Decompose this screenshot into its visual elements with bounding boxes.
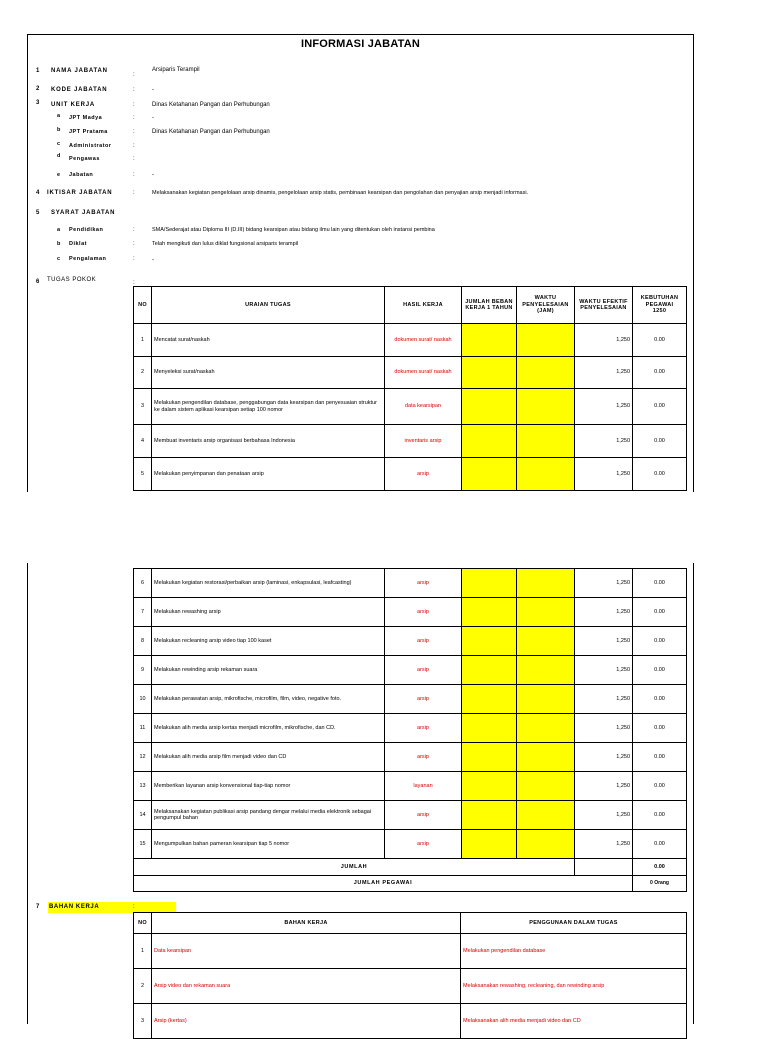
section-label: TUGAS POKOK	[47, 277, 97, 283]
subsection-letter: b	[57, 241, 61, 247]
row-efektif: 1,250	[575, 772, 633, 801]
row-kebutuhan: 0.00	[633, 656, 687, 685]
row-kebutuhan: 0.00	[633, 569, 687, 598]
section-number: 5	[36, 210, 40, 216]
row-kebutuhan: 0.00	[633, 685, 687, 714]
table-row	[134, 1004, 687, 1039]
row-kebutuhan: 0.00	[633, 389, 687, 425]
row-uraian: Melakukan recleaning arsip video tiap 100 kaset	[152, 627, 385, 656]
row-efektif: 1,250	[575, 389, 633, 425]
row-no: 2	[134, 357, 152, 389]
row-jumlah-cell[interactable]	[462, 743, 517, 772]
row-efektif: 1,250	[575, 685, 633, 714]
row-waktu-cell[interactable]	[517, 324, 575, 357]
header-kebutuhan-value: 1250	[652, 308, 667, 315]
subsection-label: Pendidikan	[69, 227, 104, 233]
section-label: NAMA JABATAN	[51, 68, 108, 74]
row-uraian: Melaksanakan kegiatan publikasi arsip pandang dengar melalui media elektronik sebagai pengumpul bahan	[152, 801, 385, 830]
jumlah-pegawai-row	[134, 876, 687, 892]
row-no: 3	[134, 389, 152, 425]
row-no: 1	[134, 324, 152, 357]
section-number: 4	[36, 190, 40, 196]
row-waktu-cell[interactable]	[517, 569, 575, 598]
section-colon: :	[133, 143, 135, 149]
row-uraian: Melakukan rewinding arsip rekaman suara	[152, 656, 385, 685]
row-efektif: 1,250	[575, 598, 633, 627]
row-uraian: Membuat inventaris arsip organisasi berbahasa Indonesia	[152, 425, 385, 458]
header-no: NO	[134, 287, 152, 324]
row-waktu-cell[interactable]	[517, 685, 575, 714]
row-waktu-cell[interactable]	[517, 830, 575, 859]
subsection-letter: c	[57, 141, 61, 147]
row-uraian: Melakukan rewashing arsip	[152, 598, 385, 627]
row-no: 12	[134, 743, 152, 772]
row-waktu-cell[interactable]	[517, 714, 575, 743]
row-kebutuhan: 0.00	[633, 357, 687, 389]
row-jumlah-cell[interactable]	[462, 685, 517, 714]
row-waktu-cell[interactable]	[517, 656, 575, 685]
table-row	[134, 969, 687, 1004]
section-value: Dinas Ketahanan Pangan dan Perhubungan	[152, 102, 270, 108]
row-jumlah-cell[interactable]	[462, 772, 517, 801]
section-value: -	[152, 172, 154, 178]
subsection-label: Pengawas	[69, 156, 100, 162]
bahan-kerja-table	[133, 912, 687, 1039]
row-no: 13	[134, 772, 152, 801]
header-penggunaan: PENGGUNAAN DALAM TUGAS	[461, 913, 687, 934]
row-no: 7	[134, 598, 152, 627]
row-hasil: arsip	[385, 801, 462, 830]
section-label: BAHAN KERJA	[49, 904, 100, 910]
row-jumlah-cell[interactable]	[462, 598, 517, 627]
section-value: Melaksanakan kegiatan pengelolaan arsip dinamis, pengelolaan arsip statis, pembinaan kearsipan dan pengolahan dan penyajian arsip menjadi informasi.	[152, 190, 529, 196]
tugas-table-page-2	[133, 568, 687, 892]
section-value: Dinas Ketahanan Pangan dan Perhubungan	[152, 129, 270, 135]
row-kebutuhan: 0.00	[633, 598, 687, 627]
table-row	[134, 425, 687, 458]
table-header-row	[134, 913, 687, 934]
section-value: -	[152, 257, 154, 263]
jumlah-row	[134, 859, 687, 876]
section-colon: :	[133, 241, 135, 247]
row-no: 3	[134, 1004, 152, 1039]
table-row	[134, 627, 687, 656]
row-hasil: arsip	[385, 458, 462, 491]
section-colon: :	[133, 87, 135, 93]
subsection-label: Jabatan	[69, 172, 94, 178]
table-row	[134, 656, 687, 685]
row-waktu-cell[interactable]	[517, 425, 575, 458]
table-row	[134, 934, 687, 969]
section-colon: :	[133, 156, 135, 162]
subsection-letter: a	[57, 227, 61, 233]
section-number: 3	[36, 100, 40, 106]
row-jumlah-cell[interactable]	[462, 458, 517, 491]
page-title: INFORMASI JABATAN	[300, 38, 421, 50]
section-number: 2	[36, 86, 40, 92]
subsection-letter: c	[57, 256, 61, 262]
table-row	[134, 714, 687, 743]
row-jumlah-cell[interactable]	[462, 830, 517, 859]
section-colon: :	[133, 72, 135, 78]
row-jumlah-cell[interactable]	[462, 569, 517, 598]
row-hasil: layanan	[385, 772, 462, 801]
row-penggunaan: Melaksanakan rewashing, recleaning, dan rewinding arsip	[461, 969, 687, 1004]
row-uraian: Melakukan penyimpanan dan penataan arsip	[152, 458, 385, 491]
row-no: 1	[134, 934, 152, 969]
row-no: 8	[134, 627, 152, 656]
table-row	[134, 830, 687, 859]
table-row	[134, 357, 687, 389]
section-colon: :	[133, 256, 135, 262]
row-uraian: Melakukan alih media arsip kertas menjadi microfilm, mikrofische, dan CD.	[152, 714, 385, 743]
row-jumlah-cell[interactable]	[462, 324, 517, 357]
section-colon: :	[133, 280, 135, 286]
row-no: 9	[134, 656, 152, 685]
row-kebutuhan: 0.00	[633, 324, 687, 357]
row-hasil: dokumen surat/ naskah	[385, 357, 462, 389]
row-uraian: Melakukan alih media arsip film menjadi video dan CD	[152, 743, 385, 772]
row-jumlah-cell[interactable]	[462, 357, 517, 389]
header-waktu: WAKTU PENYELESAIAN (JAM)	[517, 287, 575, 324]
jumlah-pegawai-value: 0 Orang	[633, 876, 687, 892]
row-kebutuhan: 0.00	[633, 801, 687, 830]
section-label: UNIT KERJA	[51, 102, 96, 108]
section-value: -	[152, 115, 154, 121]
section-value: Arsiparis Terampil	[152, 67, 200, 73]
subsection-label: Diklat	[69, 241, 87, 247]
row-efektif: 1,250	[575, 743, 633, 772]
row-no: 4	[134, 425, 152, 458]
subsection-label: JPT Pratama	[69, 129, 108, 135]
row-kebutuhan: 0.00	[633, 458, 687, 491]
row-waktu-cell[interactable]	[517, 458, 575, 491]
row-hasil: arsip	[385, 714, 462, 743]
row-uraian: Melakukan kegiatan restorasi/perbaikan arsip (laminasi, enkapsulasi, leafcasting)	[152, 569, 385, 598]
jumlah-value: 0.00	[633, 859, 687, 876]
section-colon: :	[133, 102, 135, 108]
row-waktu-cell[interactable]	[517, 743, 575, 772]
header-kebutuhan-label: KEBUTUHAN PEGAWAI	[640, 295, 679, 308]
header-no: NO	[134, 913, 152, 934]
row-uraian: Mengumpulkan bahan pameran kearsipan tiap 5 nomor	[152, 830, 385, 859]
row-no: 6	[134, 569, 152, 598]
tugas-table-page-1	[133, 286, 687, 491]
table-row	[134, 685, 687, 714]
table-row	[134, 772, 687, 801]
section-colon: :	[133, 172, 135, 178]
row-no: 10	[134, 685, 152, 714]
row-jumlah-cell[interactable]	[462, 656, 517, 685]
row-hasil: arsip	[385, 627, 462, 656]
row-efektif: 1,250	[575, 458, 633, 491]
table-row	[134, 324, 687, 357]
row-penggunaan: Melakukan pengendilan database	[461, 934, 687, 969]
header-hasil: HASIL KERJA	[385, 287, 462, 324]
row-efektif: 1,250	[575, 714, 633, 743]
row-kebutuhan: 0.00	[633, 772, 687, 801]
row-waktu-cell[interactable]	[517, 801, 575, 830]
header-efektif: WAKTU EFEKTIF PENYELESAIAN	[575, 287, 633, 324]
row-jumlah-cell[interactable]	[462, 627, 517, 656]
row-waktu-cell[interactable]	[517, 389, 575, 425]
row-efektif: 1,250	[575, 801, 633, 830]
row-kebutuhan: 0.00	[633, 425, 687, 458]
section-label: SYARAT JABATAN	[51, 210, 116, 216]
row-jumlah-cell[interactable]	[462, 714, 517, 743]
row-uraian: Menyeleksi surat/naskah	[152, 357, 385, 389]
table-row	[134, 458, 687, 491]
row-no: 11	[134, 714, 152, 743]
row-kebutuhan: 0.00	[633, 714, 687, 743]
row-hasil: arsip	[385, 569, 462, 598]
row-uraian: Mencatat surat/naskah	[152, 324, 385, 357]
section-number: 1	[36, 68, 40, 74]
row-hasil: inventaris arsip	[385, 425, 462, 458]
subsection-letter: a	[57, 113, 61, 119]
section-number: 7	[36, 904, 40, 910]
header-jumlah: JUMLAH BEBAN KERJA 1 TAHUN	[462, 287, 517, 324]
subsection-letter: b	[57, 127, 61, 133]
row-hasil: data kearsipan	[385, 389, 462, 425]
section-colon: :	[133, 904, 135, 910]
row-kebutuhan: 0.00	[633, 830, 687, 859]
row-kebutuhan: 0.00	[633, 627, 687, 656]
row-bahan: Data kearsipan	[152, 934, 461, 969]
row-no: 15	[134, 830, 152, 859]
row-waktu-cell[interactable]	[517, 598, 575, 627]
subsection-label: Administrator	[69, 143, 112, 149]
header-kebutuhan	[633, 287, 687, 324]
table-row	[134, 389, 687, 425]
section-value: Telah mengikuti dan lulus diklat fungsional arsiparis terampil	[152, 241, 299, 247]
jumlah-label: JUMLAH	[134, 859, 575, 876]
row-penggunaan: Melaksanakan alih media menjadi video dan CD	[461, 1004, 687, 1039]
row-kebutuhan: 0.00	[633, 743, 687, 772]
row-waktu-cell[interactable]	[517, 627, 575, 656]
row-waktu-cell[interactable]	[517, 772, 575, 801]
row-jumlah-cell[interactable]	[462, 425, 517, 458]
header-uraian: URAIAN TUGAS	[152, 287, 385, 324]
row-waktu-cell[interactable]	[517, 357, 575, 389]
section-label: IKTISAR JABATAN	[47, 190, 113, 196]
row-efektif: 1,250	[575, 357, 633, 389]
subsection-letter: e	[57, 172, 61, 178]
row-efektif: 1,250	[575, 425, 633, 458]
row-jumlah-cell[interactable]	[462, 389, 517, 425]
section-colon: :	[133, 129, 135, 135]
row-jumlah-cell[interactable]	[462, 801, 517, 830]
row-efektif: 1,250	[575, 569, 633, 598]
section-colon: :	[133, 190, 135, 196]
subsection-label: Pengalaman	[69, 256, 107, 262]
section-number: 6	[36, 279, 40, 285]
row-hasil: dokumen surat/ naskah	[385, 324, 462, 357]
table-header-row	[134, 287, 687, 324]
section-colon: :	[133, 115, 135, 121]
section-label: KODE JABATAN	[51, 87, 108, 93]
table-row	[134, 569, 687, 598]
row-hasil: arsip	[385, 685, 462, 714]
header-bahan: BAHAN KERJA	[152, 913, 461, 934]
row-no: 14	[134, 801, 152, 830]
section-value: -	[152, 87, 154, 93]
table-row	[134, 801, 687, 830]
row-hasil: arsip	[385, 830, 462, 859]
row-uraian: Melakukan pengendilan database, penggabungan data kearsipan dan penyesuaian struktur ke dalam sistem aplikasi kearsipan setiap 100 nomor	[152, 389, 385, 425]
row-hasil: arsip	[385, 656, 462, 685]
table-row	[134, 598, 687, 627]
section-colon: :	[133, 227, 135, 233]
row-hasil: arsip	[385, 598, 462, 627]
subsection-letter: d	[57, 153, 61, 159]
row-uraian: Melakukan perawatan arsip, mikrofische, microfilm, film, video, negative foto.	[152, 685, 385, 714]
row-efektif: 1,250	[575, 656, 633, 685]
table-row	[134, 743, 687, 772]
row-uraian: Memberikan layanan arsip konvensional tiap-tiap nomor	[152, 772, 385, 801]
row-no: 2	[134, 969, 152, 1004]
row-hasil: arsip	[385, 743, 462, 772]
row-efektif: 1,250	[575, 627, 633, 656]
row-efektif: 1,250	[575, 830, 633, 859]
row-bahan: Arsip (kertas)	[152, 1004, 461, 1039]
row-no: 5	[134, 458, 152, 491]
section-value: SMA/Sederajat atau Diploma III (D.III) bidang kearsipan atau bidang ilmu lain yang ditentukan oleh instansi pembina	[152, 227, 435, 233]
row-bahan: Arsip video dan rekaman suara	[152, 969, 461, 1004]
subsection-label: JPT Madya	[69, 115, 103, 121]
jumlah-pegawai-label: JUMLAH PEGAWAI	[134, 876, 633, 892]
row-efektif: 1,250	[575, 324, 633, 357]
